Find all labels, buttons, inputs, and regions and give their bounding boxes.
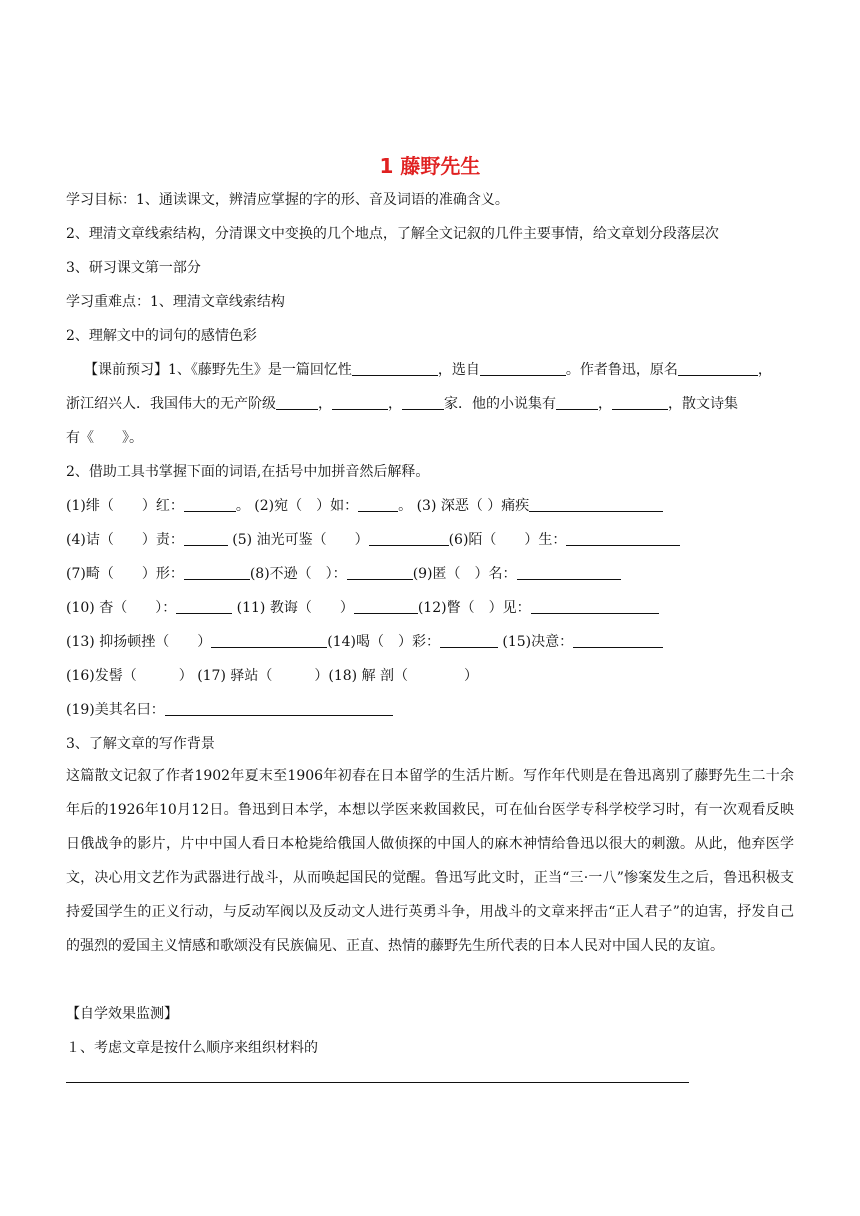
vocab-intro: 2、借助工具书掌握下面的词语,在括号中加拼音然后解释。: [66, 464, 430, 480]
blank-answer[interactable]: [531, 598, 659, 614]
blank-genre[interactable]: [352, 360, 438, 376]
preview-line-2: 浙江绍兴人．我国伟大的无产阶级 ， ， 家．他的小说集有 ， ，散文诗集: [66, 396, 738, 412]
blank-answer[interactable]: [184, 530, 228, 546]
blank-answer[interactable]: [165, 700, 393, 716]
blank-answer[interactable]: [573, 632, 663, 648]
blank-answer[interactable]: [369, 530, 449, 546]
blank-answer[interactable]: [517, 564, 621, 580]
blank-answer[interactable]: [440, 632, 498, 648]
blank-answer[interactable]: [354, 598, 418, 614]
vocab-row-6: (16)发髻（ ） (17) 驿站（ ）(18) 解 剖（ ）: [66, 668, 479, 684]
blank-source[interactable]: [480, 360, 566, 376]
blank-answer[interactable]: [347, 564, 413, 580]
blank-answer[interactable]: [211, 632, 327, 648]
preview-line-3: 有《 》。: [66, 430, 143, 446]
answer-line[interactable]: [66, 1082, 689, 1083]
blank-role-1[interactable]: [276, 394, 318, 410]
selfcheck-heading: 【自学效果监测】: [66, 1006, 178, 1022]
blank-novel-1[interactable]: [556, 394, 598, 410]
blank-answer[interactable]: [529, 496, 663, 512]
vocab-row-3: (7)畸（ ）形： (8)不逊（ ）： (9)匿（ ）名：: [66, 564, 621, 584]
blank-answer[interactable]: [358, 496, 398, 512]
blank-answer[interactable]: [566, 530, 680, 546]
blank-original-name[interactable]: [678, 360, 758, 376]
goals-line-2: 2、理清文章线索结构，分清课文中变换的几个地点，了解全文记叙的几件主要事情，给文章划分段落层次: [66, 226, 719, 242]
background-paragraph: 这篇散文记叙了作者1902年夏末至1906年初春在日本留学的生活片断。写作年代则是在鲁迅离别了藤野先生二十余年后的1926年10月12日。鲁迅到日本学，本想以学医来救国救民，可在仙台医学专科学校学习时，有一次观看反映日俄战争的影片，片中中国人看日本枪毙给俄国人做侦探的中国人的麻木神情给鲁迅以很大的刺激。从此，他弃医学文，决心用文艺作为武器进行战斗，从而唤起国民的觉醒。鲁迅写此文时，正当“三·一八”惨案发生之后，鲁迅积极支持爱国学生的正义行动，与反动军阀以及反动文人进行英勇斗争，用战斗的文章来抨击“正人君子”的迫害，抒发自己的强烈的爱国主义情感和歌颂没有民族偏见、正直、热情的藤野先生所代表的日本人民对中国人民的友谊。: [66, 768, 794, 954]
preview-line-1: 【课前预习】1、《藤野先生》是一篇回忆性 ，选自 。作者鲁迅，原名 ，: [84, 362, 772, 378]
blank-role-2[interactable]: [332, 394, 388, 410]
blank-novel-2[interactable]: [612, 394, 668, 410]
vocab-row-5: (13) 抑扬顿挫（ ） (14)喝（ ）彩： (15)决意：: [66, 632, 663, 652]
focus-line-2: 2、理解文中的词句的感情色彩: [66, 328, 257, 344]
vocab-row-1: (1)绯（ ）红： 。 (2)宛（ ）如： 。 (3) 深恶（ ）痛疾: [66, 496, 663, 516]
blank-role-3[interactable]: [402, 394, 444, 410]
vocab-row-2: (4)诘（ ）责： (5) 油光可鉴（ ） (6)陌（ ）生：: [66, 530, 680, 550]
blank-answer[interactable]: [184, 564, 250, 580]
blank-answer[interactable]: [184, 496, 236, 512]
focus-line-1: 学习重难点：1、理清文章线索结构: [66, 294, 285, 310]
selfcheck-question-1: １、考虑文章是按什么顺序来组织材料的: [66, 1040, 318, 1056]
page-title: 1 藤野先生: [379, 154, 481, 178]
blank-answer[interactable]: [176, 598, 232, 614]
vocab-row-4: (10) 杳（ ）： (11) 教诲（ ） (12)瞥（ ）见：: [66, 598, 659, 618]
goals-line-3: 3、研习课文第一部分: [66, 260, 201, 276]
background-heading: 3、了解文章的写作背景: [66, 736, 215, 752]
goals-line-1: 学习目标：1、通读课文，辨清应掌握的字的形、音及词语的准确含义。: [66, 192, 509, 208]
vocab-row-7: (19)美其名曰：: [66, 700, 393, 720]
